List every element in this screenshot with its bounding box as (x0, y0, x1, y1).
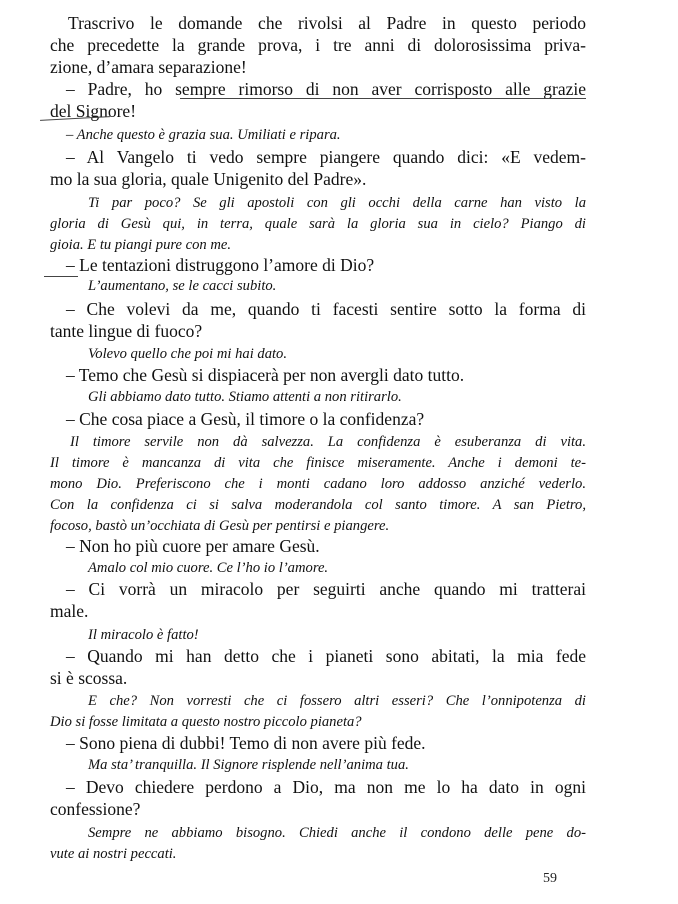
question-1-line-2: del Signore! (50, 101, 137, 121)
question-1-line-1: – Padre, ho sempre rimorso di non aver corrisposto alle grazie (66, 79, 586, 99)
answer-7: Amalo col mio cuore. Ce l’ho io l’amore. (88, 560, 329, 576)
answer-5: Gli abbiamo dato tutto. Stiamo attenti a non ritirarlo. (88, 389, 402, 405)
intro-line-3: zione, d’amara separazione! (50, 57, 247, 77)
question-9-line-2: si è scossa. (50, 668, 128, 688)
question-6: – Che cosa piace a Gesù, il timore o la confidenza? (66, 409, 425, 429)
answer-10: Ma sta’ tranquilla. Il Signore risplende nell’anima tua. (88, 757, 409, 773)
answer-6-line-3: mono Dio. Preferiscono che i monti cadano loro addosso anziché vederlo. (50, 476, 586, 492)
pen-bracket-mark (44, 276, 78, 277)
question-2-line-1: – Al Vangelo ti vedo sempre piangere quando dici: «E vedem- (66, 147, 586, 167)
answer-4: Volevo quello che poi mi hai dato. (88, 346, 288, 362)
answer-6-line-2: Il timore è mancanza di vita che finisce miseramente. Anche i demoni te- (50, 455, 586, 471)
question-4-line-1: – Che volevi da me, quando ti facesti sentire sotto la forma di (66, 299, 586, 319)
answer-6-line-4: Con la confidenza ci si salva moderandola col santo timore. A san Pietro, (50, 497, 586, 513)
question-3: – Le tentazioni distruggono l’amore di Dio? (66, 255, 375, 275)
intro-line-2: che precedette la grande prova, i tre anni di dolorosissima priva- (50, 35, 586, 55)
question-9-line-1: – Quando mi han detto che i pianeti sono abitati, la mia fede (66, 646, 586, 666)
answer-6-line-5: focoso, bastò un’occhiata di Gesù per pentirsi e piangere. (50, 518, 390, 534)
answer-2-line-3: gioia. E tu piangi pure con me. (50, 237, 232, 253)
answer-11-line-2: vute ai nostri peccati. (50, 846, 177, 862)
answer-1: – Anche questo è grazia sua. Umiliati e ripara. (66, 127, 341, 143)
answer-9-line-1: E che? Non vorresti che ci fossero altri esseri? Che l’onnipotenza di (88, 693, 586, 709)
answer-8: Il miracolo è fatto! (88, 627, 199, 643)
question-8-line-2: male. (50, 601, 89, 621)
question-8-line-1: – Ci vorrà un miracolo per seguirti anche quando mi tratterai (66, 579, 586, 599)
answer-2-line-2: gloria di Gesù qui, in terra, quale sarà la gloria sua in cielo? Piango di (50, 216, 586, 232)
question-2-line-2: mo la sua gloria, quale Unigenito del Padre». (50, 169, 367, 189)
question-4-line-2: tante lingue di fuoco? (50, 321, 203, 341)
question-10: – Sono piena di dubbi! Temo di non avere più fede. (66, 733, 426, 753)
answer-3: L’aumentano, se le cacci subito. (88, 278, 277, 294)
question-11-line-1: – Devo chiedere perdono a Dio, ma non me lo ha dato in ogni (66, 777, 586, 797)
answer-2-line-1: Ti par poco? Se gli apostoli con gli occhi della carne han visto la (88, 195, 586, 211)
question-11-line-2: confessione? (50, 799, 141, 819)
answer-9-line-2: Dio si fosse limitata a questo nostro piccolo pianeta? (50, 714, 362, 730)
question-7: – Non ho più cuore per amare Gesù. (66, 536, 320, 556)
answer-6-line-1: Il timore servile non dà salvezza. La confidenza è esuberanza di vita. (70, 434, 586, 450)
answer-11-line-1: Sempre ne abbiamo bisogno. Chiedi anche il condono delle pene do- (88, 825, 586, 841)
pen-underline-mark (180, 98, 586, 99)
page-number: 59 (543, 871, 557, 886)
question-5: – Temo che Gesù si dispiacerà per non avergli dato tutto. (66, 365, 465, 385)
intro-line-1: Trascrivo le domande che rivolsi al Padre in questo periodo (68, 13, 586, 33)
